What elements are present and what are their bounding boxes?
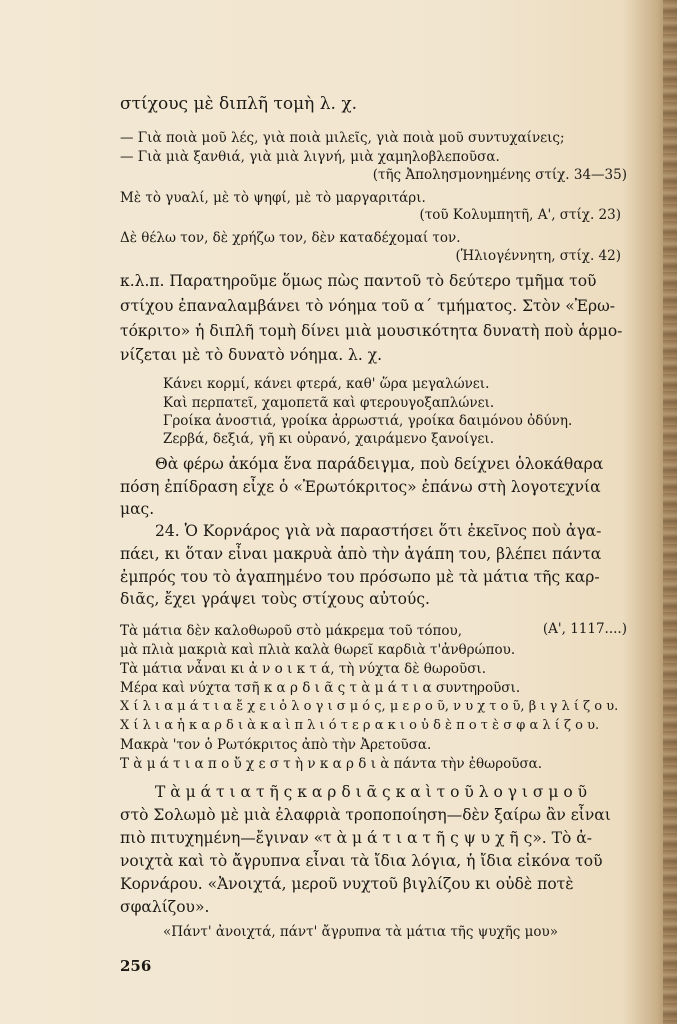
quote1-line2: — Γιὰ μιὰ ξανθιά, γιὰ μιὰ λιγνή, μιὰ χαμηλοβλεποῦσα. bbox=[120, 149, 500, 165]
verse1-line: Ζερβά, δεξιά, γῆ κι οὐρανό, χαιράμενο ξανοίγει. bbox=[163, 431, 495, 447]
para1-line: κ.λ.π. Παρατηροῦμε ὅμως πὼς παντοῦ τὸ δεύτερο τμῆμα τοῦ bbox=[120, 272, 597, 290]
para4-line: νοιχτὰ καὶ τὸ ἄγρυπνα εἶναι τὰ ἴδια λόγια, ἡ ἴδια εἰκόνα τοῦ bbox=[120, 852, 603, 870]
para4-line: στὸ Σολωμὸ μὲ μιὰ ἐλαφριὰ τροποποίηση—δὲν ξαίρω ἂν εἶναι bbox=[120, 806, 611, 824]
para1-line: στίχου ἐπαναλαμβάνει τὸ νόημα τοῦ α΄ τμήματος. Στὸν «Ἐρω- bbox=[120, 297, 615, 315]
quote1-line1: — Γιὰ ποιὰ μοῦ λές, γιὰ ποιὰ μιλεῖς, γιὰ ποιὰ μοῦ συντυχαίνεις; bbox=[120, 130, 565, 146]
verse2-line: Μακρὰ 'τον ὁ Ρωτόκριτος ἀπὸ τὴν Ἀρετοῦσα. bbox=[120, 737, 432, 753]
para4-line: Κορνάρου. «Ἀνοιχτά, μεροῦ νυχτοῦ βιγλίζου κι οὐδὲ ποτὲ bbox=[120, 875, 574, 893]
verse2-first-line: Τὰ μάτια δὲν καλοθωροῦ στὸ μάκρεμα τοῦ τόπου, bbox=[120, 623, 463, 639]
closing-quote: «Πάντ' ἀνοιχτά, πάντ' ἄγρυπνα τὰ μάτια τῆς ψυχῆς μου» bbox=[163, 924, 559, 940]
para1-line: τόκριτο» ἡ διπλῆ τομὴ δίνει μιὰ μουσικότητα δυνατὴ ποὺ ἁρμο- bbox=[120, 322, 623, 340]
verse2-line: Χ ί λ ι α ἡ κ α ρ δ ι ὰ κ α ὶ π λ ι ό τ ε ρ α κ ι ο ὐ δ ὲ π ο τ ὲ σ φ α λ ί ζ ο υ. bbox=[120, 718, 600, 733]
quote1-source: (τῆς Ἀπολησμονημένης στίχ. 34—35) bbox=[372, 167, 627, 183]
para4-line: σφαλίζου». bbox=[120, 898, 210, 916]
verse2-line: Τ ὰ μ ά τ ι α π ο ὔ χ ε σ τ ὴ ν κ α ρ δ ι ὰ πάντα τὴν ἐθωροῦσα. bbox=[120, 756, 543, 772]
para3-line: ἐμπρός του τὸ ἀγαπημένο του πρόσωπο μὲ τὰ μάτια τῆς καρ- bbox=[120, 568, 600, 586]
para2-line: Θὰ φέρω ἀκόμα ἕνα παράδειγμα, ποὺ δείχνει ὁλοκάθαρα bbox=[155, 455, 604, 473]
page-edge bbox=[663, 0, 677, 1024]
verse2-reference: (Α', 1117....) bbox=[542, 621, 627, 637]
verse2-line: Χ ί λ ι α μ ά τ ι α ἔ χ ε ι ὁ λ ο γ ι σ μ ό ς, μ ε ρ ο ῦ, ν υ χ τ ο ῦ, β ι γ λ ί ζ ο υ. bbox=[120, 699, 619, 714]
para3-line: διᾶς, ἔχει γράψει τοὺς στίχους αὐτούς. bbox=[120, 590, 430, 608]
quote3-line: Δὲ θέλω τον, δὲ χρήζω τον, δὲν καταδέχομαί τον. bbox=[120, 230, 461, 246]
verse2-line: μὰ πλιὰ μακριὰ καὶ πλιὰ καλὰ θωρεῖ καρδιὰ τ'ἀνθρώπου. bbox=[120, 642, 516, 658]
verse1-line: Καὶ περπατεῖ, χαμοπετᾶ καὶ φτερουγοξαπλώνει. bbox=[163, 395, 495, 411]
verse2-line: Μέρα καὶ νύχτα τσῆ κ α ρ δ ι ᾶ ς τ ὰ μ ά τ ι α συντηροῦσι. bbox=[120, 680, 521, 696]
quote2-line: Μὲ τὸ γυαλί, μὲ τὸ ψηφί, μὲ τὸ μαργαριτάρι. bbox=[120, 190, 426, 206]
para2-line: πόση ἐπίδραση εἶχε ὁ «Ἐρωτόκριτος» ἐπάνω στὴ λογοτεχνία bbox=[120, 478, 601, 496]
quote3-source: (Ἡλιογέννητη, στίχ. 42) bbox=[455, 248, 621, 264]
verse1-line: Κάνει κορμί, κάνει φτερά, καθ' ὥρα μεγαλώνει. bbox=[163, 376, 490, 392]
quote2-source: (τοῦ Κολυμπητῆ, Α', στίχ. 23) bbox=[419, 207, 621, 223]
para2-line: μας. bbox=[120, 500, 155, 518]
para3-line: 24. Ὁ Κορνάρος γιὰ νὰ παραστήσει ὅτι ἐκεῖνος ποὺ ἀγα- bbox=[155, 522, 602, 540]
heading: στίχους μὲ διπλῆ τομὴ λ. χ. bbox=[120, 94, 358, 114]
verse2-line: Τὰ μάτια νἆναι κι ἀ ν ο ι κ τ ά, τὴ νύχτα δὲ θωροῦσι. bbox=[120, 661, 487, 677]
para4-first-line: Τ ὰ μ ά τ ι α τ ῆ ς κ α ρ δ ι ᾶ ς κ α ὶ τ ο ῦ λ ο γ ι σ μ ο ῦ bbox=[155, 783, 588, 801]
para3-line: πάει, κι ὅταν εἶναι μακρυὰ ἀπὸ τὴν ἀγάπη του, βλέπει πάντα bbox=[120, 545, 602, 563]
page-number: 256 bbox=[120, 957, 152, 975]
para1-line: νίζεται μὲ τὸ δυνατὸ νόημα. λ. χ. bbox=[120, 346, 383, 364]
para4-line: πιὸ πιτυχημένη—ἔγιναν «τ ὰ μ ά τ ι α τ ῆ ς ψ υ χ ῆ ς». Τὸ ἀ- bbox=[120, 829, 592, 847]
verse1-line: Γροίκα ἀνοστιά, γροίκα ἀρρωστιά, γροίκα δαιμόνου ὀδύνη. bbox=[163, 413, 573, 429]
